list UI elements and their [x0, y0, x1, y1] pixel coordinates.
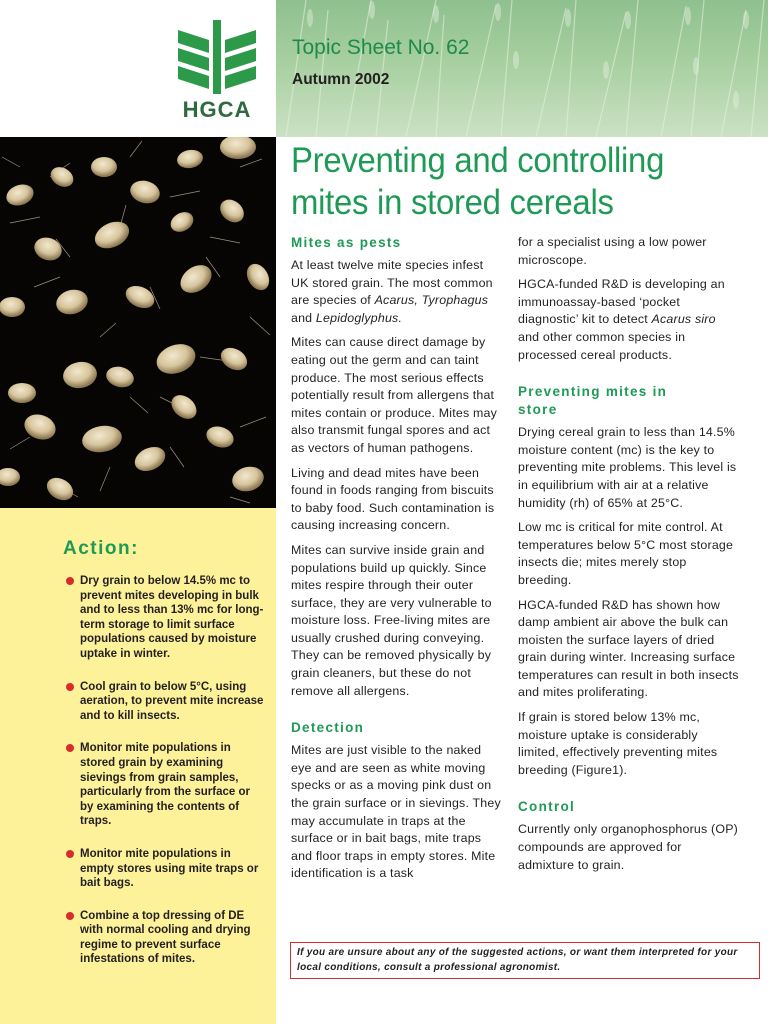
red-bullet-icon [66, 577, 74, 585]
red-bullet-icon [66, 850, 74, 858]
article-column-left [291, 234, 504, 889]
text-run: and [291, 310, 316, 325]
mites-photo [0, 137, 276, 508]
paragraph: Mites are just visible to the naked eye and are seen as white moving specks or as a moving pink dust on the grain surface or in sievings. They may accumulate in traps at the surface or in bait bags, mite traps and floor traps in empty stores. Mite identification is a task [291, 743, 501, 881]
disclaimer-box: If you are unsure about any of the suggested actions, or want them interpreted for your local conditions, consult a professional agronomist. [290, 942, 760, 979]
topic-sheet-number: Topic Sheet No. 62 [292, 36, 470, 59]
title-line-2: mites in stored cereals [291, 183, 614, 222]
article-column-right [518, 234, 740, 881]
paragraph-continued: for a specialist using a low power microscope. [518, 235, 707, 267]
paragraph [518, 276, 740, 364]
paragraph [291, 257, 504, 327]
paragraph: Drying cereal grain to less than 14.5% moisture content (mc) is the key to preventing mite problems. This level is in equilibrium with air at a relative humidity (rh) of 65% at 25°C. [518, 425, 737, 510]
red-bullet-icon [66, 912, 74, 920]
page-title [291, 140, 733, 224]
species-name: Acarus siro [651, 312, 716, 327]
paragraph: Mites can cause direct damage by eating out the germ and can taint produce. The most serious effects potentially result from allergens that mites contain or produce. Mites may also transmit fungal spores and act as vectors of human pathogens. [291, 335, 498, 455]
wheat-field-background [276, 0, 768, 137]
header-band [276, 0, 768, 137]
logo-area [0, 0, 276, 137]
title-line-1: Preventing and controlling [291, 141, 665, 180]
hgca-wheat-logo-icon [178, 20, 256, 94]
action-item-text: Monitor mite populations in stored grain by examining sievings from grain samples, particularly from the surface or by examining the contents of traps. [80, 742, 250, 828]
action-item-text: Monitor mite populations in empty stores using mite traps or bait bags. [80, 847, 259, 890]
action-panel [0, 508, 276, 1024]
paragraph: If grain is stored below 13% mc, moisture uptake is considerably limited, effectively preventing mites breeding (Figure1). [518, 710, 718, 777]
text-run: and other common species in processed cereal products. [518, 329, 686, 362]
paragraph: Living and dead mites have been found in foods ranging from biscuits to baby food. Such contamination is causing increasing concern. [291, 465, 495, 533]
species-name: Acarus, [374, 293, 418, 308]
action-item-text: Combine a top dressing of DE with normal cooling and drying regime to prevent surface infestations of mites. [80, 909, 251, 966]
mites-illustration [0, 137, 276, 508]
section-heading-preventing-mites: Preventing mites in store [518, 384, 668, 418]
paragraph: HGCA-funded R&D has shown how damp ambient air above the bulk can moisten the surface layers of dried grain during winter. Increasing surface temperatures can result in both insects and mites proliferating. [518, 597, 739, 700]
issue-date: Autumn 2002 [292, 71, 390, 88]
logo-text: HGCA [182, 97, 252, 122]
text-run: HGCA-funded R&D is developing an immunoassay-based ‘pocket diagnostic’ kit to detect [518, 277, 725, 327]
section-heading-control: Control [518, 799, 576, 815]
red-bullet-icon [66, 683, 74, 691]
action-item [66, 680, 266, 724]
paragraph: Currently only organophosphorus (OP) compounds are approved for admixture to grain. [518, 822, 739, 872]
action-list [66, 574, 266, 985]
action-title: Action: [63, 538, 139, 559]
text-run: At least twelve mite species infest UK stored grain. The most common are species of [291, 258, 493, 308]
action-item [66, 909, 266, 967]
action-item-text: Cool grain to below 5°C, using aeration, to prevent mite increase and to kill insects. [80, 680, 264, 722]
paragraph: Low mc is critical for mite control. At temperatures below 5°C most storage insects die; mites merely stop breeding. [518, 520, 734, 587]
action-item [66, 847, 266, 891]
action-item-text: Dry grain to below 14.5% mc to prevent mites developing in bulk and to less than 13% mc for long-term storage to limit surface populations caused by moisture uptake in winter. [80, 575, 264, 660]
section-heading-mites-as-pests: Mites as pests [291, 235, 402, 250]
section-heading-detection: Detection [291, 720, 365, 736]
action-item [66, 741, 266, 829]
species-name: Tyrophagus [421, 293, 489, 308]
red-bullet-icon [66, 744, 74, 752]
action-item [66, 574, 266, 662]
paragraph: Mites can survive inside grain and populations build up quickly. Since mites respire through their outer surface, they are very vulnerable to moisture loss. Free-living mites are usually crushed during conveying. They can be removed physically by grain cleaners, but these do not remove all allergens. [291, 542, 492, 698]
species-name: Lepidoglyphus. [315, 310, 403, 325]
